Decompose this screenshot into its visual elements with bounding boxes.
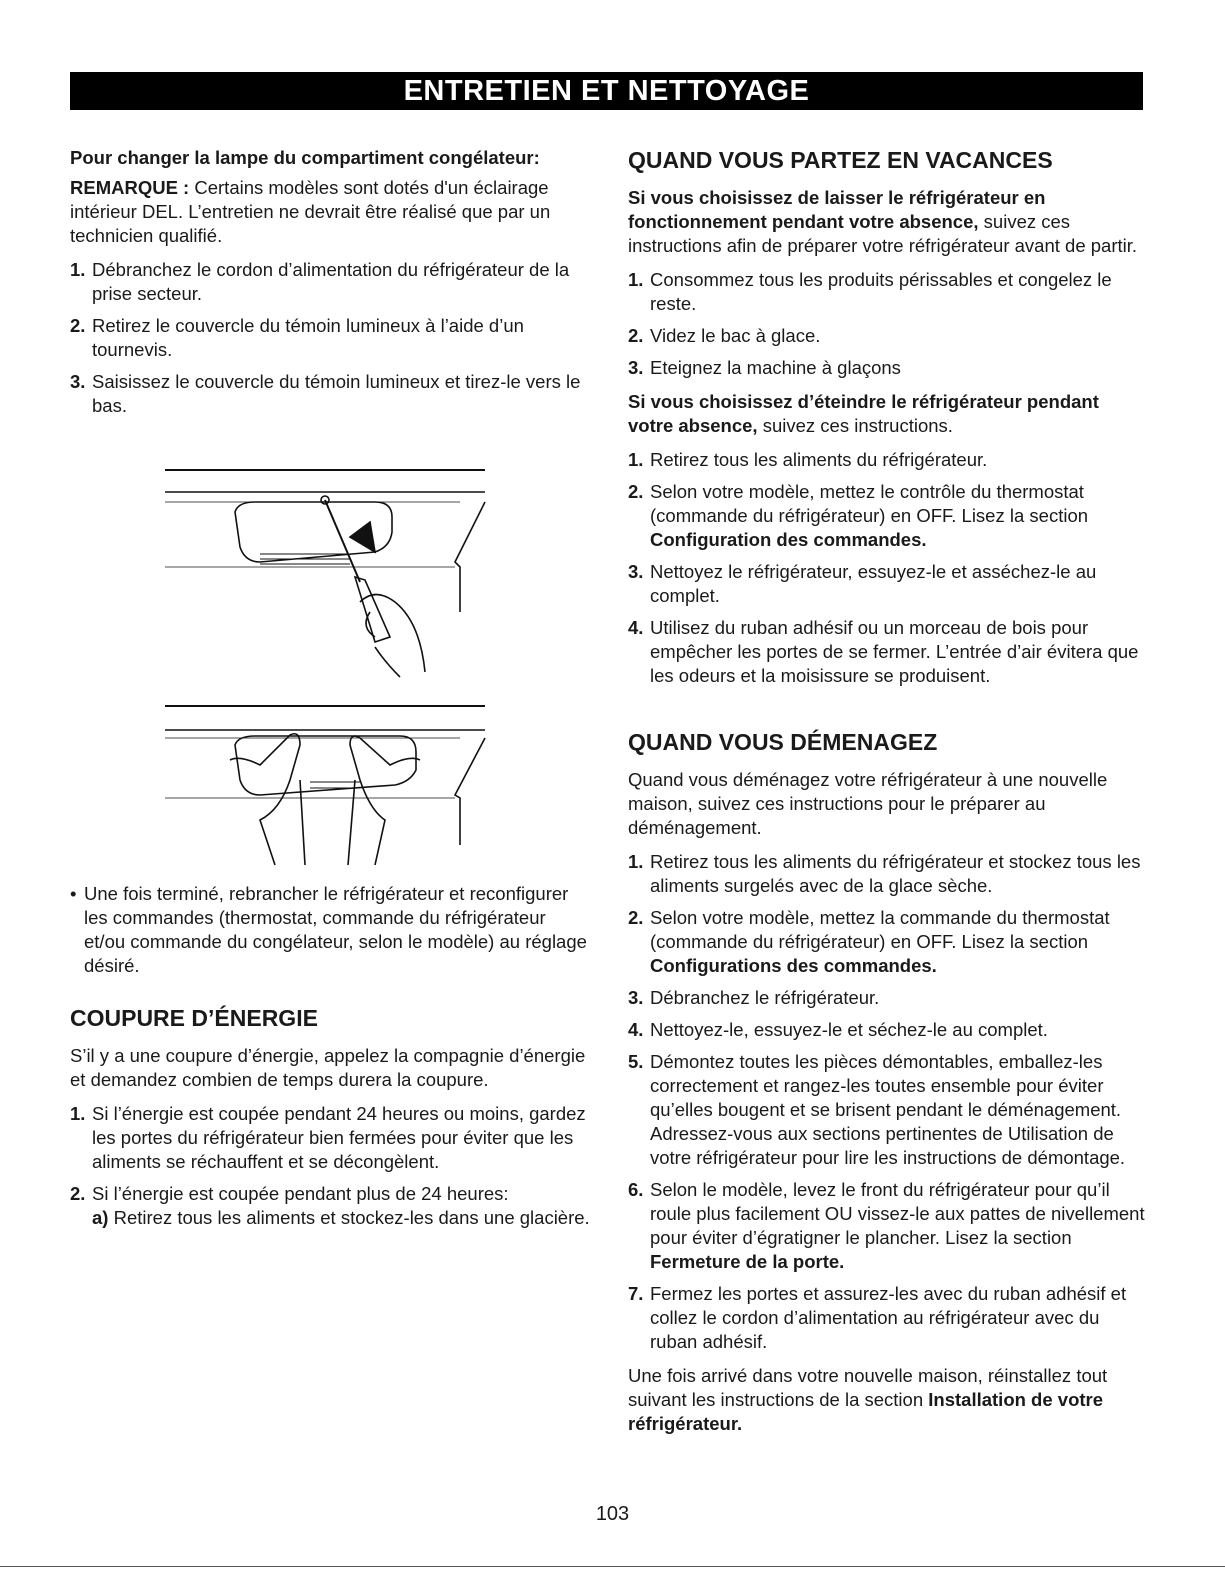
step-number: 3.: [628, 561, 644, 582]
list-item: [628, 1178, 1148, 1274]
left-column: [70, 146, 590, 428]
step-number: 3.: [628, 987, 644, 1008]
step-text: Fermez les portes et assurez-les avec du ruban adhésif et collez le cordon d’alimentation au réfrigérateur avec du ruban adhésif.: [650, 1283, 1127, 1352]
vacation-on-paragraph: [628, 186, 1148, 258]
note-label: REMARQUE :: [70, 177, 190, 198]
step-number: 1.: [628, 851, 644, 872]
list-item: [628, 324, 1148, 348]
list-item: [70, 370, 590, 418]
list-item: [70, 1102, 590, 1174]
step-text: Nettoyez-le, essuyez-le et séchez-le au complet.: [650, 1019, 1048, 1040]
lamp-steps: [70, 258, 590, 418]
vacation-off-lead: Si vous choisissez d’éteindre le réfrigérateur pendant votre absence,: [628, 391, 1099, 436]
vacation-heading: QUAND VOUS PARTEZ EN VACANCES: [628, 147, 1053, 173]
step-number: 1.: [628, 269, 644, 290]
power-steps: [70, 1102, 590, 1230]
list-item: [628, 1282, 1148, 1354]
note-text: Certains modèles sont dotés d'un éclairage intérieur DEL. L’entretien ne devrait être réalisé que par un technicien qualifié.: [70, 177, 551, 246]
step-number: 1.: [70, 259, 86, 280]
step-number: 5.: [628, 1051, 644, 1072]
bullet-dot: •: [70, 883, 77, 904]
step-text: Si l’énergie est coupée pendant 24 heures ou moins, gardez les portes du réfrigérateur bien fermées pour éviter que les aliments se réchauffent et se décongèlent.: [92, 1103, 586, 1172]
step-text: Videz le bac à glace.: [650, 325, 821, 346]
list-item: [628, 268, 1148, 316]
step-number: 4.: [628, 1019, 644, 1040]
list-item: [628, 1018, 1148, 1042]
bullet-text: Une fois terminé, rebrancher le réfrigérateur et reconfigurer les commandes (thermostat, commande du réfrigérateur et/ou commande du congélateur, selon le modèle) au réglage désiré.: [84, 883, 587, 976]
list-item: [628, 850, 1148, 898]
right-column: [628, 146, 1148, 1446]
moving-heading: QUAND VOUS DÉMENAGEZ: [628, 729, 938, 755]
list-item: [70, 258, 590, 306]
step-text: Selon votre modèle, mettez le contrôle du thermostat (commande du réfrigérateur) en OFF. Lisez la section: [650, 481, 1089, 526]
list-item: [70, 314, 590, 362]
left-column-lower: [70, 882, 590, 1240]
vacation-off-paragraph: [628, 390, 1148, 438]
step-number: 4.: [628, 617, 644, 638]
list-item: [628, 480, 1148, 552]
step-text: Si l’énergie est coupée pendant plus de 24 heures:: [92, 1183, 509, 1204]
step-number: 2.: [628, 907, 644, 928]
step-number: 7.: [628, 1283, 644, 1304]
substep-label: a): [92, 1207, 109, 1228]
substep-text: Retirez tous les aliments et stockez-les dans une glacière.: [108, 1207, 590, 1228]
vacation-on-text: suivez ces instructions afin de préparer votre réfrigérateur avant de partir.: [628, 211, 1138, 256]
section-banner: ENTRETIEN ET NETTOYAGE: [70, 72, 1143, 110]
closing-paragraph: [628, 1364, 1148, 1436]
moving-steps: [628, 850, 1148, 1354]
step-number: 2.: [70, 1183, 86, 1204]
step-text: Débranchez le cordon d’alimentation du réfrigérateur de la prise secteur.: [92, 259, 570, 304]
step-number: 2.: [628, 481, 644, 502]
step-number: 6.: [628, 1179, 644, 1200]
closing-text: Une fois arrivé dans votre nouvelle maison, réinstallez tout suivant les instructions de la section: [628, 1365, 1108, 1410]
step-text: Selon votre modèle, mettez la commande du thermostat (commande du réfrigérateur) en OFF. Lisez la section: [650, 907, 1110, 952]
step-text: Eteignez la machine à glaçons: [650, 357, 901, 378]
list-item: [628, 1050, 1148, 1170]
list-item: [628, 906, 1148, 978]
section-reference: Configurations des commandes.: [650, 955, 937, 976]
step-text: Consommez tous les produits périssables et congelez le reste.: [650, 269, 1112, 314]
list-item: [628, 560, 1148, 608]
lamp-heading: Pour changer la lampe du compartiment congélateur:: [70, 147, 540, 168]
vacation-on-lead: Si vous choisissez de laisser le réfrigérateur en fonctionnement pendant votre absence,: [628, 187, 1046, 232]
step-text: Retirez le couvercle du témoin lumineux à l’aide d’un tournevis.: [92, 315, 524, 360]
step-text: Retirez tous les aliments du réfrigérateur et stockez tous les aliments surgelés avec de la glace sèche.: [650, 851, 1141, 896]
list-item: [628, 986, 1148, 1010]
step-number: 3.: [70, 371, 86, 392]
bottom-rule: [0, 1566, 1225, 1567]
step-number: 1.: [628, 449, 644, 470]
step-text: Utilisez du ruban adhésif ou un morceau de bois pour empêcher les portes de se fermer. L’entrée d’air évitera que les odeurs et la moisissure se produisent.: [650, 617, 1139, 686]
lamp-cover-hands-illustration: [160, 700, 500, 880]
page-number: 103: [595, 1503, 630, 1525]
step-number: 1.: [70, 1103, 86, 1124]
step-number: 2.: [628, 325, 644, 346]
section-reference: Fermeture de la porte.: [650, 1251, 845, 1272]
lamp-cover-screwdriver-illustration: [160, 462, 500, 692]
list-item: [628, 356, 1148, 380]
section-reference: Installation de votre réfrigérateur.: [628, 1389, 1104, 1434]
list-item: [628, 616, 1148, 688]
power-outage-heading: COUPURE D’ÉNERGIE: [70, 1005, 318, 1031]
step-text: Démontez toutes les pièces démontables, emballez-les correctement et rangez-les toutes ensemble pour éviter qu’elles bougent et se brisent pendant le déménagement. Adressez-vous aux sections pertinentes de Utilisation de votre réfrigérateur pour lire les instructions de démontage.: [650, 1051, 1126, 1168]
step-text: Retirez tous les aliments du réfrigérateur.: [650, 449, 988, 470]
note-paragraph: [70, 176, 590, 248]
step-number: 3.: [628, 357, 644, 378]
step-number: 2.: [70, 315, 86, 336]
vacation-off-steps: [628, 448, 1148, 688]
step-text: Selon le modèle, levez le front du réfrigérateur pour qu’il roule plus facilement OU vissez-le aux pattes de nivellement pour éviter d’égratigner le plancher. Lisez la section: [650, 1179, 1145, 1248]
list-item: [70, 1182, 590, 1230]
step-text: Débranchez le réfrigérateur.: [650, 987, 880, 1008]
vacation-on-steps: [628, 268, 1148, 380]
vacation-off-text: suivez ces instructions.: [757, 415, 953, 436]
list-item: [70, 882, 590, 978]
moving-intro: Quand vous déménagez votre réfrigérateur à une nouvelle maison, suivez ces instructions pour le préparer au déménagement.: [628, 769, 1108, 838]
step-text: Saisissez le couvercle du témoin lumineux et tirez-le vers le bas.: [92, 371, 581, 416]
step-text: Nettoyez le réfrigérateur, essuyez-le et asséchez-le au complet.: [650, 561, 1097, 606]
power-intro: S’il y a une coupure d’énergie, appelez la compagnie d’énergie et demandez combien de temps durera la coupure.: [70, 1045, 586, 1090]
section-reference: Configuration des commandes.: [650, 529, 927, 550]
list-item: [628, 448, 1148, 472]
